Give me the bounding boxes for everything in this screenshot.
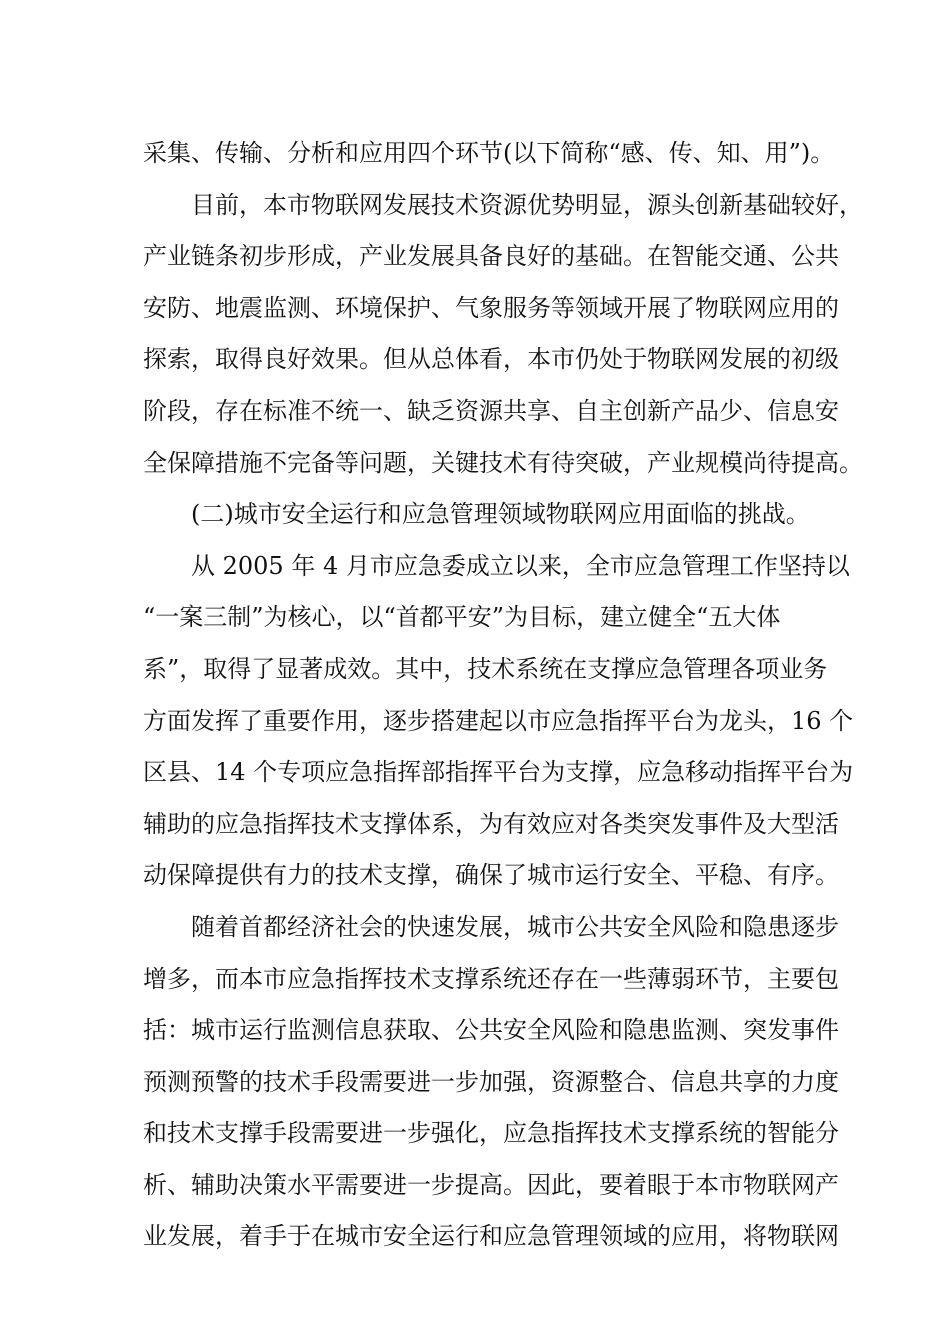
text-line: 辅助的应急指挥技术支撑体系，为有效应对各类突发事件及大型活	[143, 809, 839, 838]
text-line: 阶段，存在标准不统一、缺乏资源共享、自主创新产品少、信息安	[143, 396, 839, 425]
text-line: 采集、传输、分析和应用四个环节(以下简称“感、传、知、用”)。	[143, 139, 835, 167]
text-line: 全保障措施不完备等问题，关键技术有待突破，产业规模尚待提高。	[143, 448, 863, 477]
text-line: 系”，取得了显著成效。其中，技术系统在支撑应急管理各项业务	[143, 654, 828, 683]
text-line: 区县、14 个专项应急指挥部指挥平台为支撑，应急移动指挥平台为	[143, 758, 854, 787]
text-line: 预测预警的技术手段需要进一步加强，资源整合、信息共享的力度	[143, 1067, 839, 1096]
text-line: 析、辅助决策水平需要进一步提高。因此，要着眼于本市物联网产	[143, 1170, 839, 1199]
text-line: 括：城市运行监测信息获取、公共安全风险和隐患监测、突发事件	[143, 1016, 839, 1045]
paragraph-first-line: 从 2005 年 4 月市应急委成立以来，全市应急管理工作坚持以	[191, 551, 850, 580]
body-text	[143, 128, 863, 1263]
text-line: 和技术支撑手段需要进一步强化，应急指挥技术支撑系统的智能分	[143, 1119, 839, 1148]
text-line: 安防、地震监测、环境保护、气象服务等领域开展了物联网应用的	[143, 293, 839, 322]
text-line: 探索，取得良好效果。但从总体看，本市仍处于物联网发展的初级	[143, 345, 839, 374]
text-line: 方面发挥了重要作用，逐步搭建起以市应急指挥平台为龙头，16 个	[143, 706, 854, 735]
text-line: “一案三制”为核心，以“首都平安”为目标，建立健全“五大体	[143, 603, 781, 632]
text-line: 增多，而本市应急指挥技术支撑系统还存在一些薄弱环节，主要包	[143, 964, 839, 993]
paragraph-first-line: 目前，本市物联网发展技术资源优势明显，源头创新基础较好，	[191, 190, 863, 219]
text-line: 动保障提供有力的技术支撑，确保了城市运行安全、平稳、有序。	[143, 861, 839, 890]
text-line: 产业链条初步形成，产业发展具备良好的基础。在智能交通、公共	[143, 242, 839, 271]
paragraph-first-line: 随着首都经济社会的快速发展，城市公共安全风险和隐患逐步	[191, 912, 839, 941]
section-heading: (二)城市安全运行和应急管理领域物联网应用面临的挑战。	[191, 500, 810, 529]
text-line: 业发展，着手于在城市安全运行和应急管理领域的应用，将物联网	[143, 1222, 839, 1251]
